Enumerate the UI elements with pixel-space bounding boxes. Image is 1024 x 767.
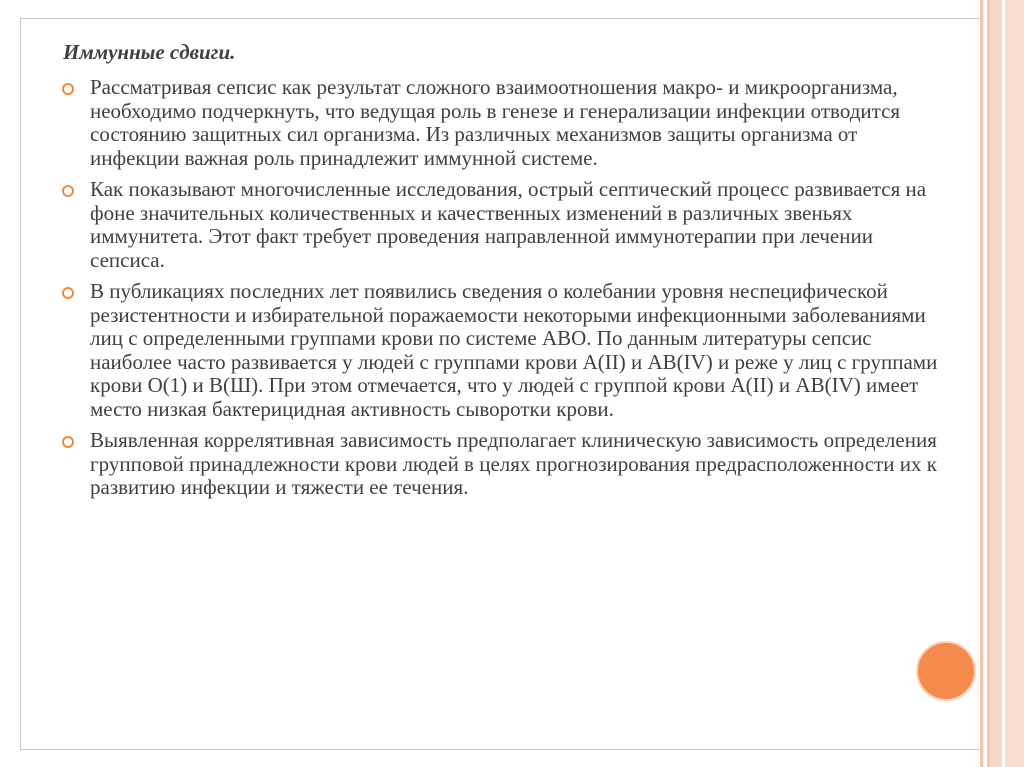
bullet-text: Выявленная коррелятивная зависимость предполагает клиническую зависимость определения групповой принадлежности крови людей в целях прогнозирования предрасположенности их к развитию инфекции и тяжести ее течения. <box>90 428 937 499</box>
bullet-icon <box>62 185 74 197</box>
slide-title: Иммунные сдвиги. <box>63 40 236 64</box>
decorative-orange-circle <box>916 641 976 701</box>
bullet-item <box>62 76 942 170</box>
bullet-item <box>62 178 942 272</box>
decorative-stripes <box>980 0 1024 767</box>
bullet-icon <box>62 287 74 299</box>
bullet-text: Рассматривая сепсис как результат сложного взаимоотношения макро- и микроорганизма, необходимо подчеркнуть, что ведущая роль в генезе и генерализации инфекции отводится состоянию защитных сил организма. Из различных механизмов защиты организма от инфекции важная роль принадлежит иммунной системе. <box>90 75 901 170</box>
stripe <box>1005 0 1024 767</box>
bullet-item <box>62 429 942 500</box>
bullet-text: Как показывают многочисленные исследования, острый септический процесс развивается на фоне значительных количественных и качественных изменений в различных звеньях иммунитета. Этот факт требует проведения направленной иммунотерапии при лечении сепсиса. <box>90 177 927 272</box>
bullet-icon <box>62 436 74 448</box>
bullet-text: В публикациях последних лет появились сведения о колебании уровня неспецифической резистентности и избирательной поражаемости некоторыми инфекционными заболеваниями лиц с определенными группами крови по системе АВО. По данным литературы сепсис наиболее часто развивается у людей с группами крови А(II) и АВ(IV) и реже у лиц с группами крови О(1) и В(Ш). При этом отмечается, что у людей с группой крови А(II) и АВ(IV) имеет место низкая бактерицидная активность сыворотки крови. <box>90 279 938 421</box>
stripe <box>990 0 1002 767</box>
bullet-icon <box>62 83 74 95</box>
bullet-item <box>62 280 942 421</box>
bullet-list <box>62 76 942 508</box>
